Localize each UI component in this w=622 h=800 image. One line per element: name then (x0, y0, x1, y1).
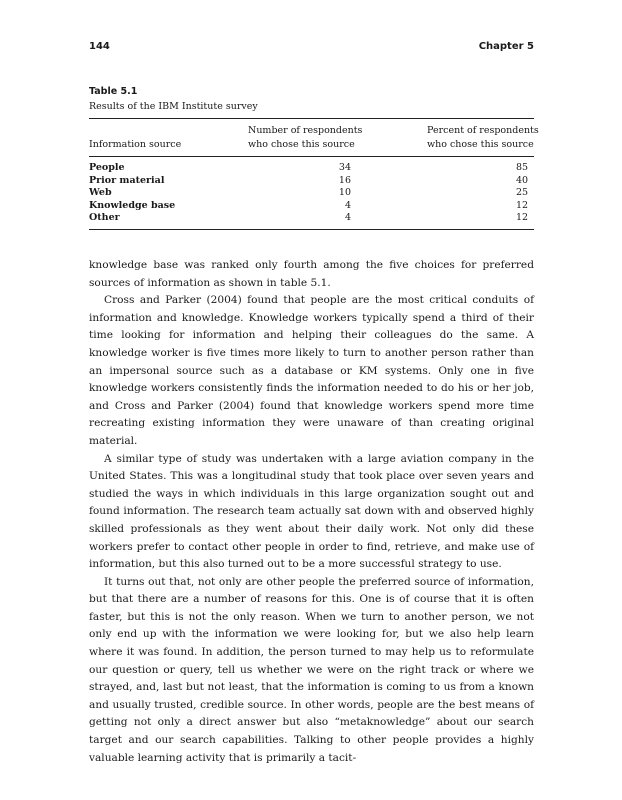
table-header-rule (89, 156, 534, 157)
table-row (89, 200, 534, 213)
table-caption: Results of the IBM Institute survey (89, 101, 258, 112)
column-header-line: who chose this source (248, 139, 355, 150)
paragraph: It turns out that, not only are other people the preferred source of information, but that there are a number of reasons for this. One is of course that it is often faster, but this is not the only reason. When we turn to another person, we not only end up with the information we were looking for, but we also help learn where it was found. In addition, the person turned to may help us to reformulate our question or query, tell us whether we were on the right track or where we strayed, and, last but not least, that the information is coming to us from a known and usually trusted, credible source. In other words, people are the best means of getting not only a direct answer but also “metaknowledge” about our search target and our search capabilities. Talking to other people provides a highly valuable learning activity that is primarily a tacit- (89, 575, 534, 764)
cell-source: Prior material (89, 174, 165, 186)
table-row (89, 162, 534, 175)
column-header-line: Information source (89, 139, 182, 150)
cell-source: People (89, 162, 125, 173)
table-bottom-rule (89, 229, 534, 230)
chapter-title: Chapter 5 (478, 41, 534, 52)
cell-number: 10 (338, 187, 351, 199)
cell-number: 16 (338, 174, 351, 186)
cell-percent: 25 (516, 187, 529, 199)
table-body (89, 162, 534, 225)
cell-number: 4 (344, 199, 351, 211)
paragraph: knowledge base was ranked only fourth among the five choices for preferred sources of information as shown in table 5.1. (89, 259, 534, 289)
cell-percent: 12 (516, 199, 529, 211)
column-header-line: Number of respondents (248, 125, 363, 136)
cell-number: 4 (344, 212, 351, 224)
running-head (89, 41, 534, 57)
cell-source: Knowledge base (89, 199, 176, 211)
column-header-number (248, 124, 362, 152)
table-top-rule (89, 118, 534, 119)
column-header-line: who chose this source (427, 139, 534, 150)
body-text (89, 257, 534, 767)
cell-source: Web (89, 187, 112, 199)
column-header-source (89, 138, 181, 152)
column-header-percent (427, 124, 539, 152)
paragraph: A similar type of study was undertaken with a large aviation company in the United States. This was a longitudinal study that took place over seven years and studied the ways in which individuals in this large organization sought out and found information. The research team actually sat down with and observed highly skilled professionals as they went about their daily work. Not only did these workers prefer to contact other people in order to find, retrieve, and make use of information, but this also turned out to be a more successful strategy to use. (89, 452, 534, 571)
table-label: Table 5.1 (89, 86, 138, 97)
table-row (89, 187, 534, 200)
cell-number: 34 (338, 162, 351, 173)
page-number: 144 (89, 41, 110, 52)
paragraph: Cross and Parker (2004) found that people are the most critical conduits of information and knowledge. Knowledge workers typically spend a third of their time looking for information and helping their colleagues do the same. A knowledge worker is five times more likely to turn to another person rather than an impersonal source such as a database or KM systems. Only one in five knowledge workers consistently finds the information needed to do his or her job, and Cross and Parker (2004) found that knowledge workers spend more time recreating existing information they were unaware of than creating original material. (89, 294, 534, 447)
table-row (89, 212, 534, 225)
cell-percent: 85 (516, 162, 529, 173)
cell-percent: 12 (516, 212, 529, 224)
cell-source: Other (89, 212, 120, 224)
table-row (89, 175, 534, 188)
cell-percent: 40 (516, 174, 529, 186)
column-header-line: Percent of respondents (427, 125, 539, 136)
